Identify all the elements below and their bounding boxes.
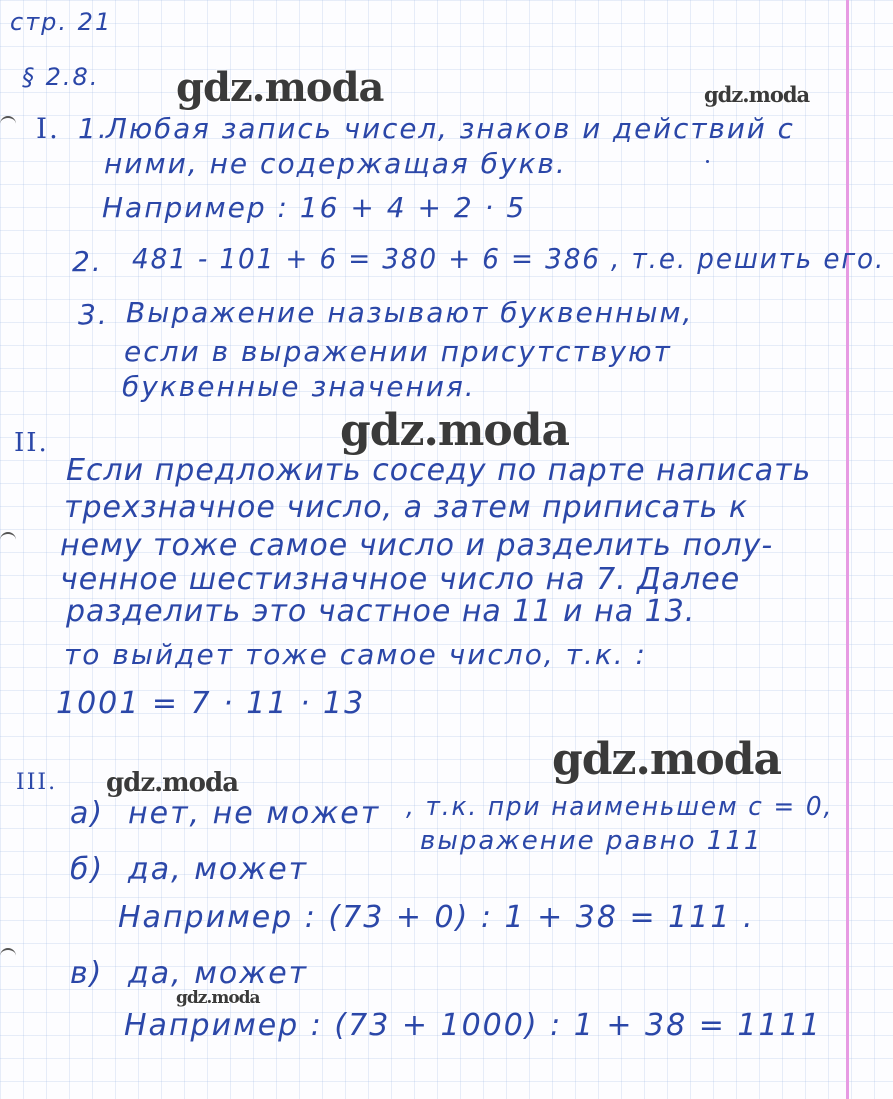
- watermark: gdz.moda: [176, 64, 384, 111]
- answer-note: выражение равно 111: [420, 826, 763, 856]
- punch-hole-mark: [0, 948, 16, 956]
- definition-line: Выражение называют буквенным,: [126, 296, 694, 329]
- calculation-line: 481 - 101 + 6 = 380 + 6 = 386 , т.е. решить его.: [132, 242, 886, 275]
- answer-label: в): [70, 956, 104, 991]
- punch-hole-mark: [0, 532, 16, 540]
- watermark: gdz.moda: [176, 988, 260, 1008]
- text-line: нему тоже самое число и разделить полу-: [60, 528, 774, 563]
- watermark: gdz.moda: [704, 82, 810, 107]
- part-one-item-number: 1.: [78, 112, 109, 145]
- part-one-marker: I.: [36, 112, 60, 145]
- formula-line: 1001 = 7 · 11 · 13: [56, 686, 366, 721]
- answer-text: да, может: [128, 956, 309, 991]
- definition-line: Любая запись чисел, знаков и действий с: [106, 112, 795, 145]
- page-number: стр. 21: [10, 8, 113, 36]
- example-line: Например : 16 + 4 + 2 · 5: [102, 191, 527, 224]
- answer-label: б): [70, 852, 105, 887]
- watermark: gdz.moda: [106, 768, 239, 798]
- text-line: трехзначное число, а затем приписать к: [64, 490, 748, 525]
- text-line: ченное шестизначное число на 7. Далее: [60, 562, 741, 597]
- example-line: Например : (73 + 0) : 1 + 38 = 111 .: [118, 900, 755, 935]
- part-one-item-number: 3.: [78, 298, 109, 331]
- answer-text: нет, не может: [128, 796, 381, 831]
- text-line: то выйдет тоже самое число, т.к. :: [64, 638, 647, 671]
- part-three-marker: III.: [16, 770, 58, 795]
- ink-dot: [706, 160, 709, 163]
- part-two-marker: II.: [14, 428, 49, 458]
- definition-line: ними, не содержащая букв.: [104, 147, 567, 180]
- answer-text: да, может: [128, 852, 309, 887]
- answer-label: а): [70, 796, 105, 831]
- punch-hole-mark: [0, 116, 16, 124]
- text-line: разделить это частное на 11 и на 13.: [66, 594, 696, 629]
- watermark: gdz.moda: [552, 734, 782, 785]
- section-number: § 2.8.: [22, 63, 100, 91]
- part-one-item-number: 2.: [72, 245, 103, 278]
- example-line: Например : (73 + 1000) : 1 + 38 = 1111: [124, 1008, 822, 1043]
- margin-line: [846, 0, 849, 1099]
- definition-line: если в выражении присутствуют: [124, 335, 672, 368]
- watermark: gdz.moda: [340, 405, 570, 456]
- definition-line: буквенные значения.: [122, 370, 476, 403]
- text-line: Если предложить соседу по парте написать: [66, 453, 812, 488]
- answer-note: , т.к. при наименьшем с = 0,: [406, 792, 834, 822]
